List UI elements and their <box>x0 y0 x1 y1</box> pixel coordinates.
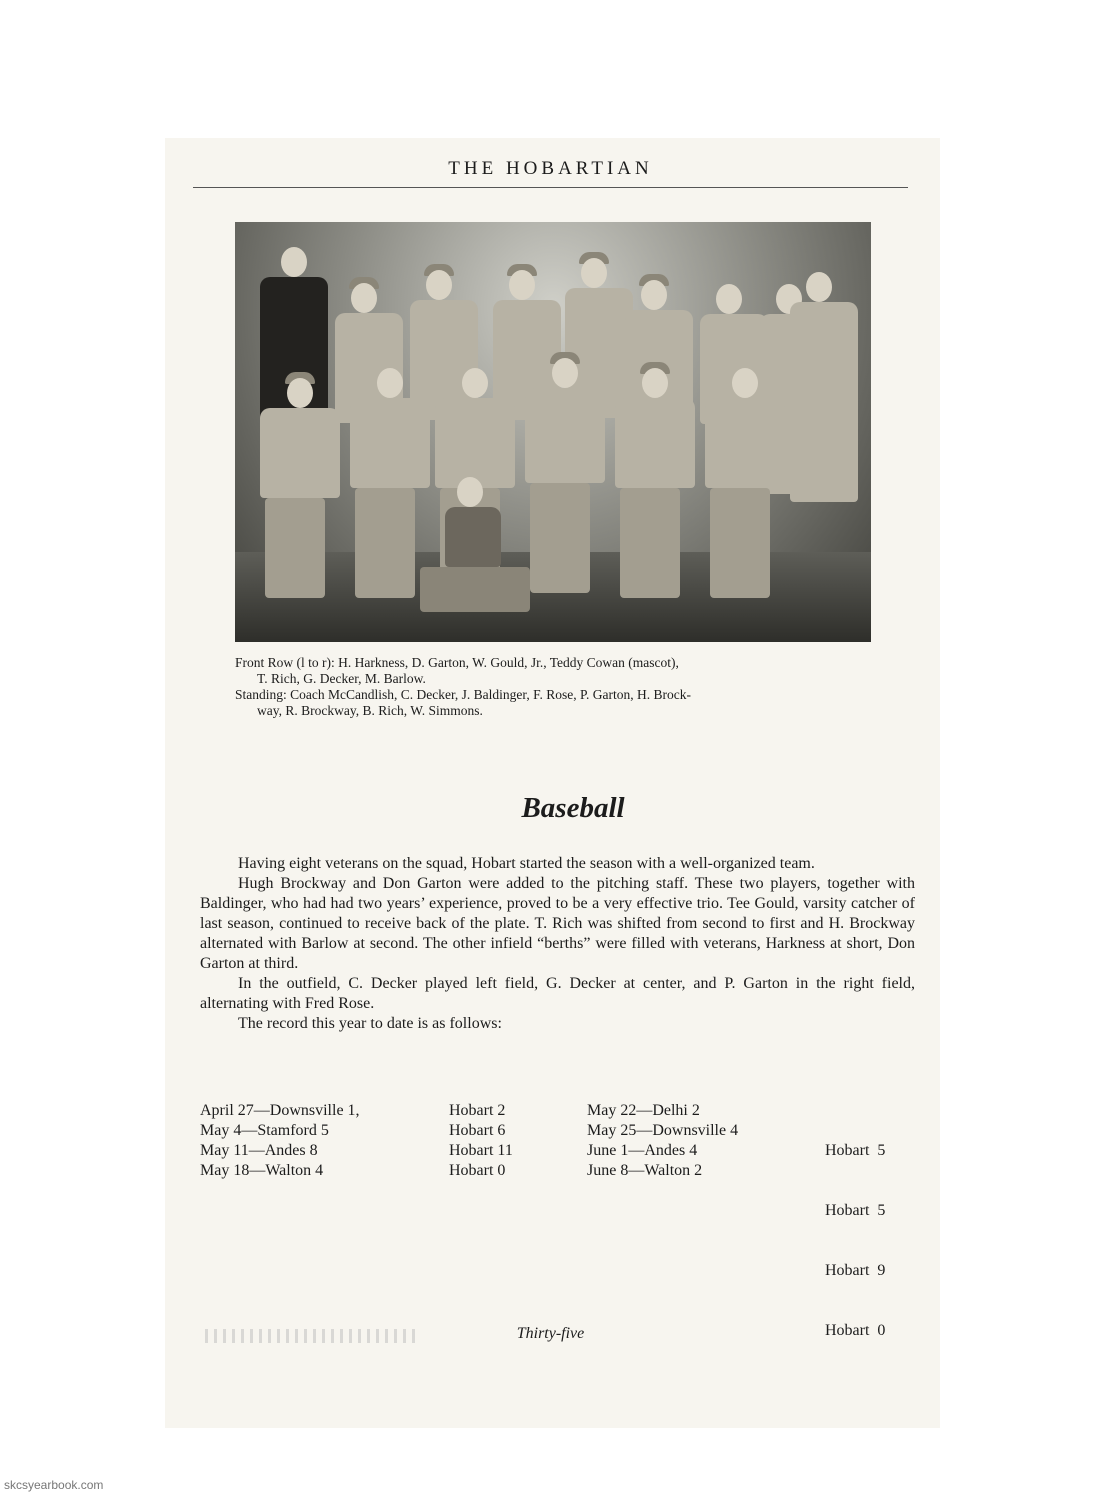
hobart-score: Hobart 0 <box>449 1162 506 1179</box>
site-watermark: skcsyearbook.com <box>4 1478 104 1492</box>
hobart-score: Hobart 9 <box>825 1262 886 1279</box>
game-result: June 1—Andes 4 <box>587 1142 698 1159</box>
paragraph: In the outfield, C. Decker played left field, G. Decker at center, and P. Garton in the right field, alternating with Fred Rose. <box>200 975 915 1012</box>
game-result: April 27—Downsville 1, <box>200 1102 360 1119</box>
photo-caption <box>235 655 915 719</box>
game-result: May 4—Stamford 5 <box>200 1122 329 1139</box>
game-result: May 22—Delhi 2 <box>587 1102 700 1119</box>
record-games-left <box>200 1101 360 1181</box>
game-result: May 18—Walton 4 <box>200 1162 324 1179</box>
caption-standing-cont: way, R. Brockway, B. Rich, W. Simmons. <box>257 703 483 718</box>
record-scores-left <box>449 1101 513 1181</box>
header-divider <box>193 187 908 188</box>
article-title: Baseball <box>521 792 625 824</box>
game-result: May 25—Downsville 4 <box>587 1122 739 1139</box>
hobart-score: Hobart 2 <box>449 1102 506 1119</box>
caption-front-row-cont: T. Rich, G. Decker, M. Barlow. <box>257 671 426 686</box>
team-photo <box>235 222 871 642</box>
paragraph: The record this year to date is as follows: <box>238 1015 502 1032</box>
hobart-score: Hobart 0 <box>825 1322 886 1339</box>
hobart-score: Hobart 11 <box>449 1142 513 1159</box>
game-result: June 8—Walton 2 <box>587 1162 703 1179</box>
caption-front-row: Front Row (l to r): H. Harkness, D. Garton, W. Gould, Jr., Teddy Cowan (mascot), <box>235 655 679 670</box>
hobart-score: Hobart 5 <box>825 1202 886 1219</box>
paragraph: Hugh Brockway and Don Garton were added to the pitching staff. These two players, together with Baldinger, who had had two years’ experience, proved to be a very effective trio. Tee Gould, varsity catcher of last season, continued to receive back of the plate. T. Rich was shifted from second to first and H. Brockway alternated with Barlow at second. The other infield “berths” were filled with veterans, Harkness at short, Don Garton at third. <box>200 875 915 972</box>
paragraph: Having eight veterans on the squad, Hobart started the season with a well-organized team. <box>238 855 815 872</box>
page-header: THE HOBARTIAN <box>448 158 653 179</box>
caption-standing: Standing: Coach McCandlish, C. Decker, J. Baldinger, F. Rose, P. Garton, H. Brock- <box>235 687 692 702</box>
article-body <box>200 854 915 1034</box>
game-result: May 11—Andes 8 <box>200 1142 318 1159</box>
page-number: Thirty-five <box>516 1325 585 1342</box>
hobart-score: Hobart 6 <box>449 1122 506 1139</box>
hobart-score: Hobart 5 <box>825 1142 886 1159</box>
record-games-right <box>587 1101 738 1181</box>
